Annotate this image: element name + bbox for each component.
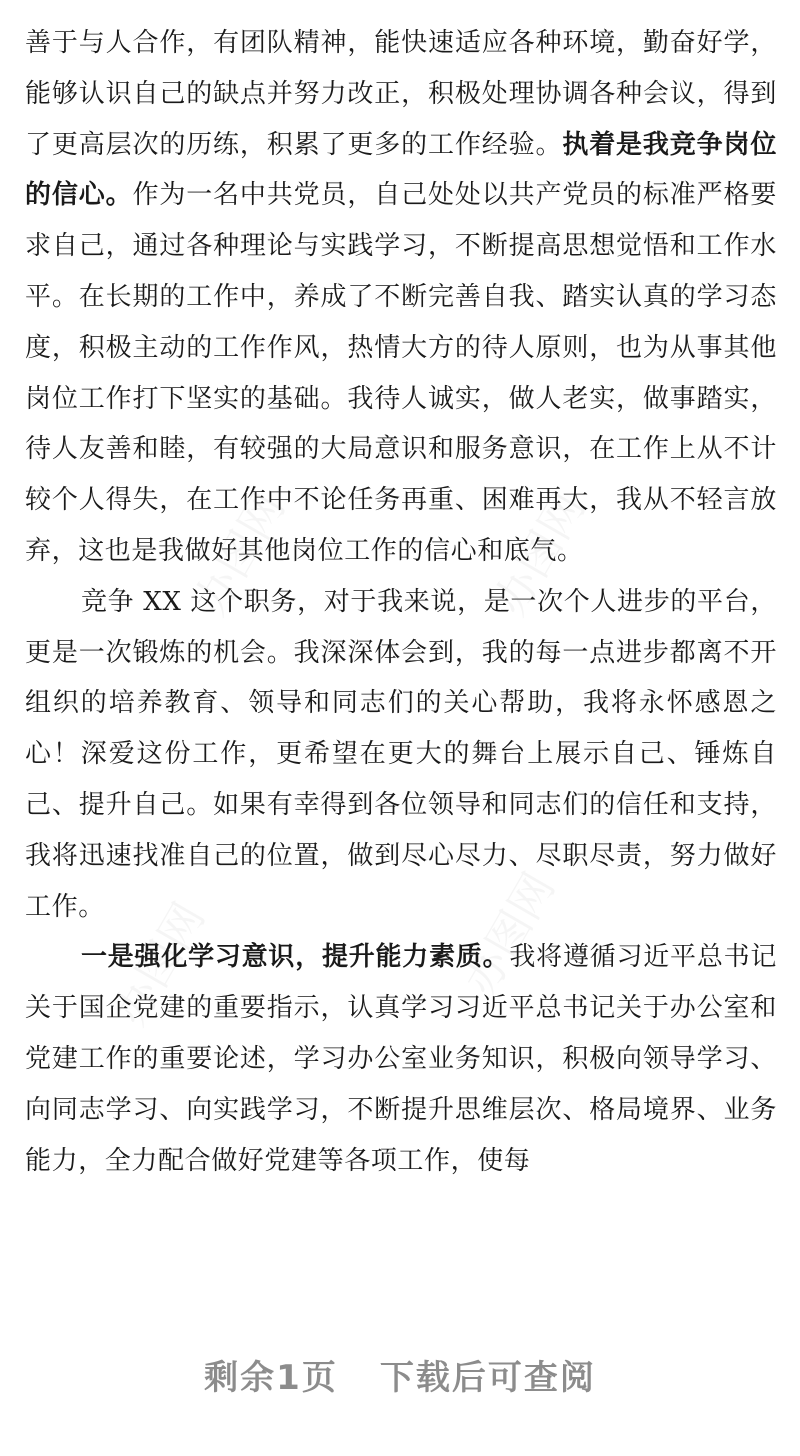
download-to-view-label: 下载后可查阅 [379, 1358, 596, 1398]
paragraph-2 [25, 577, 777, 933]
document-page [25, 18, 777, 1186]
paragraph-3 [25, 932, 777, 1186]
text-segment: 竞争 XX 这个职务，对于我来说，是一次个人进步的平台，更是一次锻炼的机会。我深深体会到，我的每一点进步都离不开组织的培养教育、领导和同志们的关心帮助，我将永怀感恩之心！深爱这份工作，更希望在更大的舞台上展示自己、锤炼自己、提升自己。如果有幸得到各位领导和同志们的信任和支持，我将迅速找准自己的位置，做到尽心尽力、尽职尽责，努力做好工作。 [25, 586, 777, 922]
paragraph-1 [25, 18, 777, 577]
watermark: 办图网 [104, 894, 215, 1035]
watermark: 办图网 [184, 484, 295, 625]
download-prompt[interactable] [0, 1350, 800, 1399]
watermark: 办图网 [484, 484, 595, 625]
bold-heading: 一是强化学习意识，提升能力素质。 [81, 942, 510, 973]
text-segment: 我将遵循习近平总书记关于国企党建的重要指示，认真学习习近平总书记关于办公室和党建工作的重要论述，学习办公室业务知识，积极向领导学习、向同志学习、向实践学习，不断提升思维层次、格局境界、业务能力，全力配合做好党建等各项工作，使每 [25, 942, 777, 1176]
bold-heading: 执着是我竞争岗位的信心。 [25, 129, 777, 211]
remaining-pages-label: 剩余1页 [204, 1358, 338, 1398]
watermark: 办图网 [454, 864, 565, 1005]
text-segment: 善于与人合作，有团队精神，能快速适应各种环境，勤奋好学，能够认识自己的缺点并努力改正，积极处理协调各种会议，得到了更高层次的历练，积累了更多的工作经验。 [25, 28, 777, 160]
text-segment: 作为一名中共党员，自己处处以共产党员的标准严格要求自己，通过各种理论与实践学习，不断提高思想觉悟和工作水平。在长期的工作中，养成了不断完善自我、踏实认真的学习态度，积极主动的工作作风，热情大方的待人原则，也为从事其他岗位工作打下坚实的基础。我待人诚实，做人老实，做事踏实，待人友善和睦，有较强的大局意识和服务意识，在工作上从不计较个人得失，在工作中不论任务再重、困难再大，我从不轻言放弃，这也是我做好其他岗位工作的信心和底气。 [25, 180, 777, 566]
